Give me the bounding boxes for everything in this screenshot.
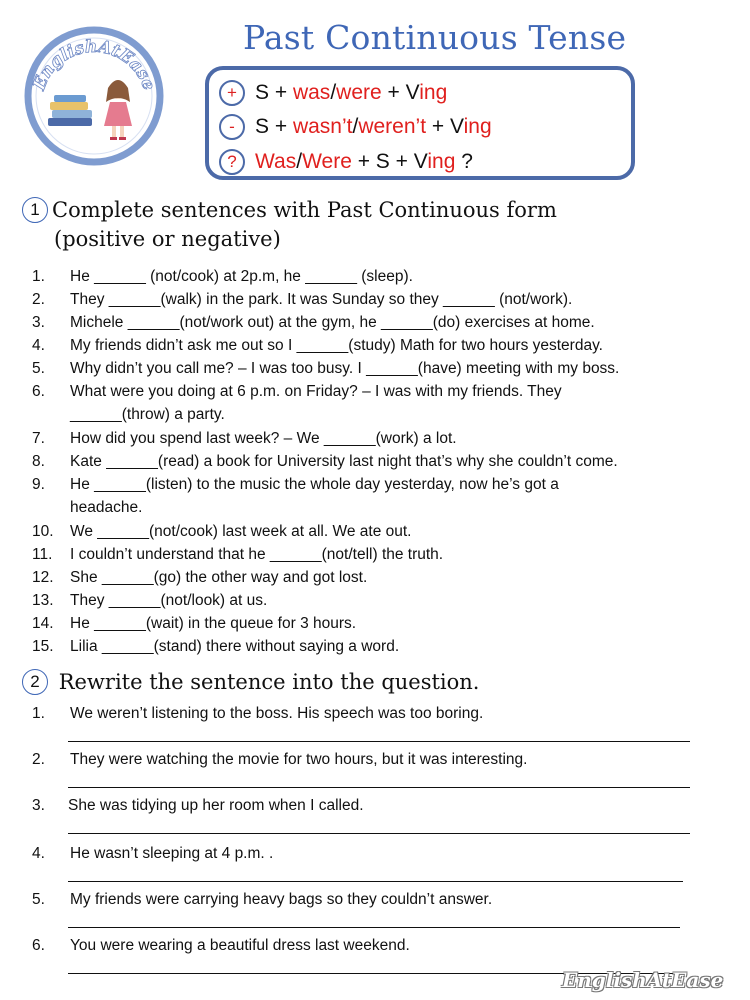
item-number: 9. (32, 476, 45, 493)
item-number: 8. (32, 453, 45, 470)
item-number: 2. (32, 751, 45, 768)
item-text: He ______ (not/cook) at 2p.m, he ______ (sleep). (70, 268, 413, 285)
item-number: 4. (32, 337, 45, 354)
item-text: He wasn’t sleeping at 4 p.m. . (70, 845, 274, 862)
item-number: 13. (32, 592, 54, 609)
formula-positive (219, 78, 447, 108)
answer-line[interactable] (68, 881, 683, 882)
item-number: 2. (32, 291, 45, 308)
item-number: 7. (32, 430, 45, 447)
item-number: 1. (32, 705, 45, 722)
formula-part: + V (426, 115, 464, 138)
formula-part: S + (255, 81, 293, 104)
item-text: I couldn’t understand that he ______(not/tell) the truth. (70, 546, 444, 563)
formula-box (205, 66, 635, 180)
section-1-heading (22, 197, 557, 251)
formula-part: weren’t (358, 115, 427, 138)
formula-part: wasn’t (292, 115, 353, 138)
formula-part: was (292, 81, 331, 104)
item-text: Kate ______(read) a book for University last night that’s why she couldn’t come. (70, 453, 618, 470)
item-text: She was tidying up her room when I called. (68, 797, 364, 814)
item-number: 6. (32, 937, 45, 954)
item-text: We weren’t listening to the boss. His speech was too boring. (70, 705, 484, 722)
formula-part: / (352, 115, 359, 138)
formula-question (219, 147, 473, 177)
item-text: My friends were carrying heavy bags so they couldn’t answer. (70, 891, 493, 908)
item-text: You were wearing a beautiful dress last weekend. (70, 937, 410, 954)
formula-part: + S + V (351, 150, 428, 173)
item-text: He ______(wait) in the queue for 3 hours. (70, 615, 357, 632)
item-text: Why didn’t you call me? – I was too busy. I ______(have) meeting with my boss. (70, 360, 620, 377)
item-text: What were you doing at 6 p.m. on Friday? – I was with my friends. They (70, 383, 562, 400)
plus-icon: + (219, 80, 245, 106)
item-text: They were watching the movie for two hours, but it was interesting. (70, 751, 528, 768)
item-number: 5. (32, 891, 45, 908)
formula-text (255, 150, 473, 174)
formula-part: / (330, 81, 337, 104)
formula-part: Were (302, 150, 352, 173)
watermark: EnglishAtEase (562, 968, 724, 992)
formula-part: ? (455, 150, 473, 173)
item-text: Michele ______(not/work out) at the gym, he ______(do) exercises at home. (70, 314, 595, 331)
item-text: He ______(listen) to the music the whole day yesterday, now he’s got a (70, 476, 559, 493)
answer-line[interactable] (68, 927, 680, 928)
englishatease-logo (20, 22, 168, 170)
item-number: 11. (32, 546, 53, 563)
question-icon: ? (219, 149, 245, 175)
formula-part: ing (463, 115, 492, 138)
formula-part: Was (255, 150, 297, 173)
formula-negative (219, 112, 492, 142)
item-text: They ______(not/look) at us. (70, 592, 268, 609)
item-text-continued: headache. (70, 499, 143, 516)
answer-line[interactable] (68, 833, 690, 834)
item-number: 12. (32, 569, 54, 586)
minus-icon: - (219, 114, 245, 140)
heading-text: Rewrite the sentence into the question. (58, 670, 480, 694)
item-number: 10. (32, 523, 54, 540)
item-number: 14. (32, 615, 54, 632)
formula-part: ing (427, 150, 456, 173)
heading-line-2: (positive or negative) (54, 227, 281, 251)
formula-text (255, 115, 492, 139)
formula-part: / (296, 150, 303, 173)
item-number: 6. (32, 383, 45, 400)
formula-text (255, 81, 447, 105)
logo-text: EnglishAtEase (29, 36, 159, 93)
section-number-badge: 1 (22, 197, 48, 223)
formula-part: + V (381, 81, 420, 104)
item-text: They ______(walk) in the park. It was Sunday so they ______ (not/work). (70, 291, 573, 308)
item-number: 3. (32, 797, 45, 814)
answer-line[interactable] (68, 741, 690, 742)
formula-part: were (336, 81, 382, 104)
heading-line-1: Complete sentences with Past Continuous form (52, 198, 557, 222)
item-text: How did you spend last week? – We ______(work) a lot. (70, 430, 457, 447)
item-number: 3. (32, 314, 45, 331)
answer-line[interactable] (68, 787, 690, 788)
item-number: 5. (32, 360, 45, 377)
item-text: My friends didn’t ask me out so I ______(study) Math for two hours yesterday. (70, 337, 603, 354)
item-text-continued: ______(throw) a party. (70, 406, 225, 423)
formula-part: S + (255, 115, 293, 138)
item-text: She ______(go) the other way and got lost. (70, 569, 368, 586)
formula-part: ing (419, 81, 448, 104)
section-2-heading (22, 669, 480, 695)
item-text: Lilia ______(stand) there without saying a word. (70, 638, 400, 655)
item-text: We ______(not/cook) last week at all. We ate out. (70, 523, 412, 540)
item-number: 1. (32, 268, 45, 285)
books-icon (48, 95, 92, 126)
page-title: Past Continuous Tense (243, 18, 627, 57)
item-number: 15. (32, 638, 54, 655)
item-number: 4. (32, 845, 45, 862)
section-number-badge: 2 (22, 669, 48, 695)
